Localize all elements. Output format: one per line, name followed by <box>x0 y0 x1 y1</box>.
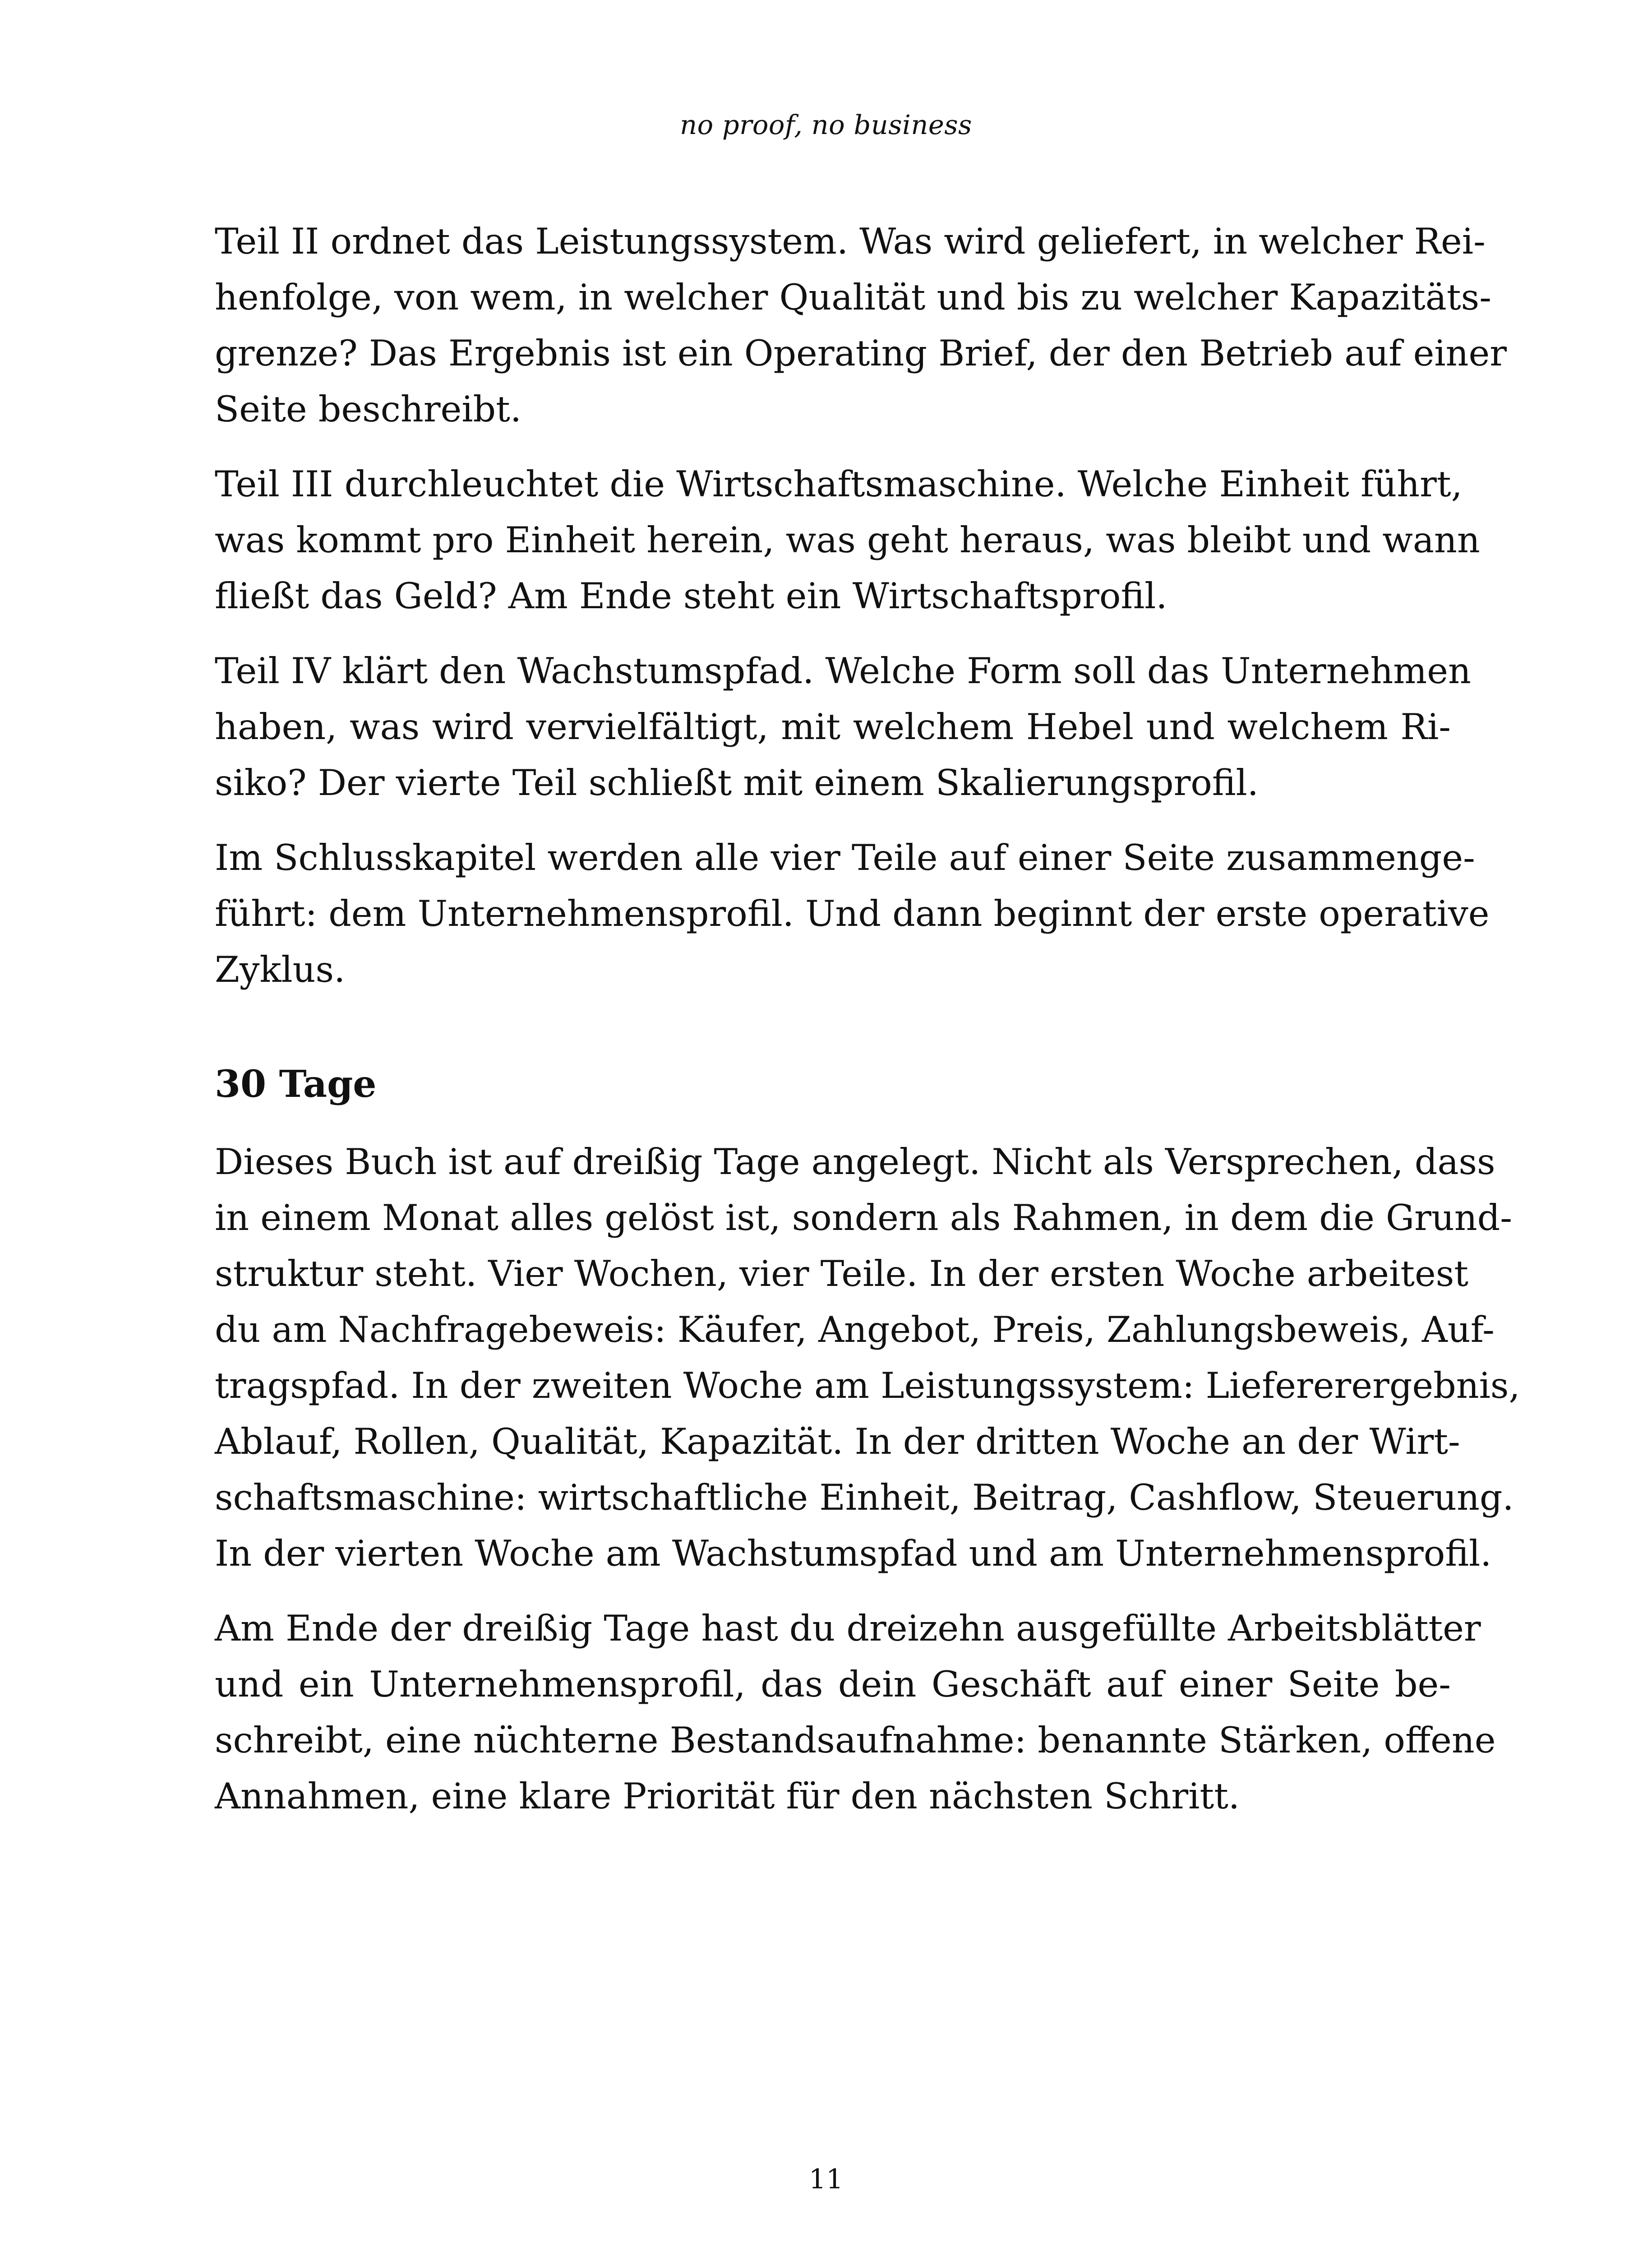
text-line: du am Nachfragebeweis: Käufer, Angebot, Preis, Zahlungsbeweis, Auf- <box>215 1309 1495 1350</box>
text-line: In der vierten Woche am Wachstumspfad und am Unternehmensprofil. <box>215 1533 1492 1574</box>
text-line: siko? Der vierte Teil schließt mit einem Skalierungsprofil. <box>215 762 1259 804</box>
text-line: Annahmen, eine klare Priorität für den nächsten Schritt. <box>215 1775 1240 1817</box>
text-line: in einem Monat alles gelöst ist, sondern als Rahmen, in dem die Grund- <box>215 1197 1512 1239</box>
text-line: schaftsmaschine: wirtschaftliche Einheit, Beitrag, Cashflow, Steuerung. <box>215 1477 1514 1518</box>
text-line: henfolge, von wem, in welcher Qualität und bis zu welcher Kapazitäts- <box>215 277 1491 318</box>
running-header: no proof, no business <box>680 109 972 140</box>
text-line: Zyklus. <box>215 949 346 990</box>
page-body <box>215 213 1520 1843</box>
text-line: fließt das Geld? Am Ende steht ein Wirtschaftsprofil. <box>215 575 1167 617</box>
text-line: Am Ende der dreißig Tage hast du dreizehn ausgefüllte Arbeitsblätter <box>215 1608 1481 1649</box>
text-line: schreibt, eine nüchterne Bestandsaufnahme: benannte Stärken, offene <box>215 1720 1496 1761</box>
text-line: Teil II ordnet das Leistungssystem. Was wird geliefert, in welcher Rei- <box>215 221 1486 262</box>
paragraph <box>215 456 1480 624</box>
section-paragraphs <box>215 1134 1520 1824</box>
text-line: Dieses Buch ist auf dreißig Tage angelegt. Nicht als Versprechen, dass <box>215 1141 1495 1183</box>
text-line: Seite beschreibt. <box>215 388 521 430</box>
text-line: Im Schlusskapitel werden alle vier Teile auf einer Seite zusammenge- <box>215 837 1475 878</box>
paragraph <box>215 830 1490 998</box>
text-line: Teil IV klärt den Wachstumspfad. Welche Form soll das Unternehmen <box>215 650 1471 692</box>
text-line: struktur steht. Vier Wochen, vier Teile. In der ersten Woche arbeitest <box>215 1253 1469 1294</box>
text-line: grenze? Das Ergebnis ist ein Operating Brief, der den Betrieb auf einer <box>215 333 1507 374</box>
paragraph <box>215 643 1471 811</box>
text-line: führt: dem Unternehmensprofil. Und dann beginnt der erste operative <box>215 893 1490 934</box>
paragraph <box>215 1134 1520 1581</box>
paragraph <box>215 1600 1496 1824</box>
section-heading: 30 Tage <box>215 1063 377 1106</box>
text-line: haben, was wird vervielfältigt, mit welchem Hebel und welchem Ri- <box>215 706 1451 748</box>
text-line: was kommt pro Einheit herein, was geht heraus, was bleibt und wann <box>215 519 1480 561</box>
text-line: Teil III durchleuchtet die Wirtschaftsmaschine. Welche Einheit führt, <box>215 463 1463 505</box>
text-line: und ein Unternehmensprofil, das dein Geschäft auf einer Seite be- <box>215 1664 1451 1705</box>
intro-paragraphs <box>215 213 1507 998</box>
text-line: Ablauf, Rollen, Qualität, Kapazität. In der dritten Woche an der Wirt- <box>215 1421 1460 1462</box>
paragraph <box>215 213 1507 437</box>
page-number: 11 <box>808 2164 844 2195</box>
text-line: tragspfad. In der zweiten Woche am Leistungssystem: Liefererergebnis, <box>215 1365 1520 1406</box>
